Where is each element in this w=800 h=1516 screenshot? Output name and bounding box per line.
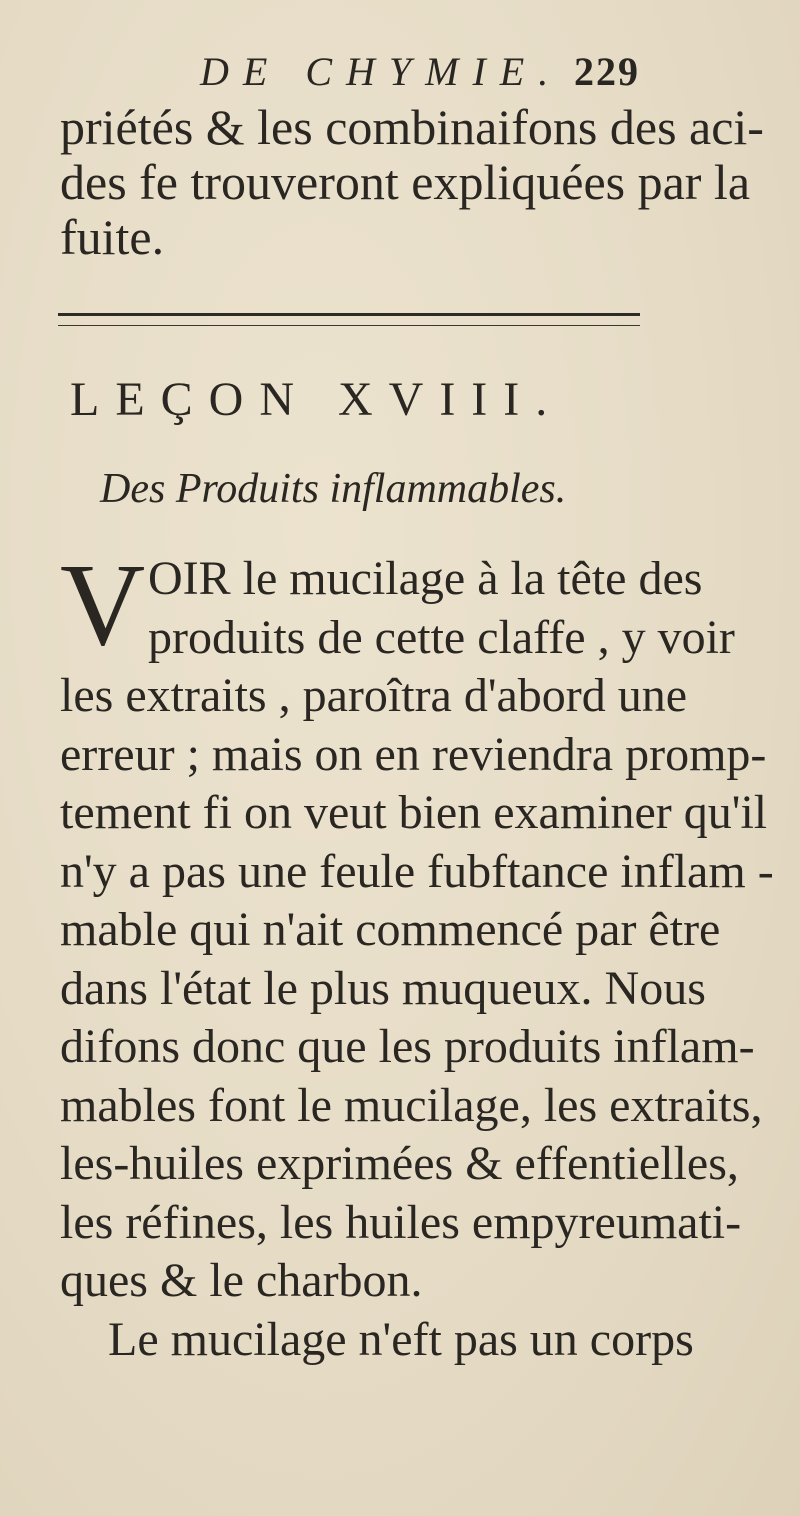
text-line: des fe trouveront expliquées par la xyxy=(60,154,751,210)
page-number: 229 xyxy=(574,49,640,94)
divider-thick-rule xyxy=(58,313,640,316)
text-line: les réfines, les huiles empyreumati- xyxy=(60,1195,742,1249)
text-line: OIR le mucilage à la tête des xyxy=(148,552,703,605)
text-line: tement fi on veut bien examiner qu'il xyxy=(60,786,768,839)
text-line: les-huiles exprimées & effentielles, xyxy=(60,1137,739,1190)
divider-thin-rule xyxy=(58,325,640,326)
text-line: mable qui n'ait commencé par être xyxy=(60,903,721,956)
text-line: mables font le mucilage, les extraits, xyxy=(60,1078,763,1132)
text-line: ques & le charbon. xyxy=(60,1254,423,1307)
paragraph xyxy=(60,539,774,1369)
lesson-subtitle: Des Produits inflammables. xyxy=(100,466,567,512)
text-line: erreur ; mais on en reviendra promp- xyxy=(60,727,767,781)
text-line: produits de cette claffe , y voir xyxy=(148,610,735,664)
drop-cap: V xyxy=(60,539,146,670)
text-line: n'y a pas une feule fubftance inflam - xyxy=(60,844,774,898)
text-line: fuite. xyxy=(60,209,165,265)
text-line: Le mucilage n'eft pas un corps xyxy=(108,1312,694,1366)
text-line: dans l'état le plus muqueux. Nous xyxy=(60,961,706,1015)
running-head-title: DE CHYMIE. xyxy=(200,49,563,94)
text-line: priétés & les combinaifons des aci- xyxy=(60,99,764,155)
section-divider xyxy=(58,305,640,335)
lesson-heading: LEÇON XVIII. xyxy=(70,373,564,426)
intro-text xyxy=(60,99,764,265)
text-line: difons donc que les produits inflam- xyxy=(60,1020,755,1073)
text-line: les extraits , paroîtra d'abord une xyxy=(60,669,688,722)
